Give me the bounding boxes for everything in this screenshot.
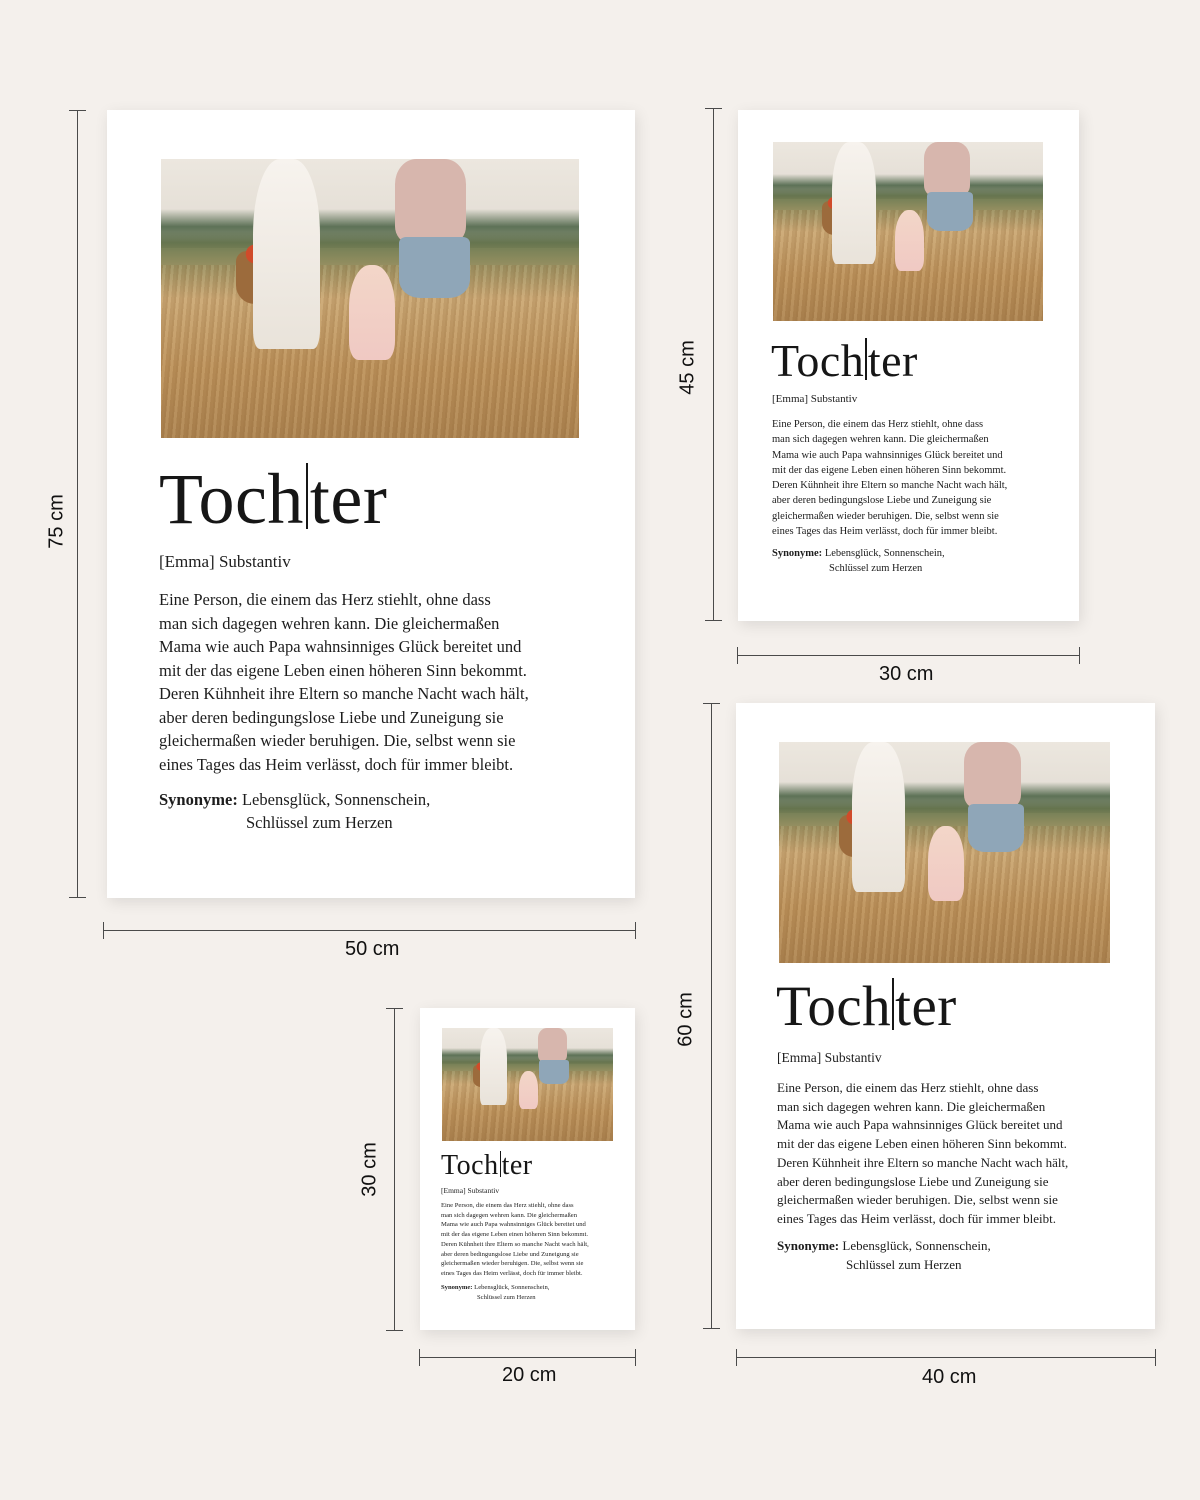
title-separator (865, 338, 867, 380)
width-line-40 (736, 1357, 1156, 1358)
width-label-50: 50 cm (345, 938, 400, 960)
poster-title: Toch ter (441, 1150, 533, 1181)
poster-subtitle: [Emma] Substantiv (159, 552, 291, 571)
poster-definition: Eine Person, die einem das Herz stiehlt, ohne dass man sich dagegen wehren kann. Die gleichermaßen Mama wie auch Papa wahnsinniges Glück bereitet und mit der das eigene Leben einen höheren Sinn bekommt. Deren Kühnheit ihre Eltern so manche Nacht wach hält, aber deren bedingungslose Liebe und Zuneigung sie gleichermaßen wieder beruhigen. Die, selbst wenn sie eines Tages das Heim verlässt, doch für immer bleibt. (777, 1080, 1069, 1226)
height-label-60: 60 cm (674, 992, 697, 1047)
poster-synonyms: Synonyme: Lebensglück, Sonnenschein, Schlüssel zum Herzen (159, 790, 431, 832)
poster-synonyms: Synonyme: Lebensglück, Sonnenschein, Schlüssel zum Herzen (777, 1238, 991, 1272)
title-left: Toch (159, 459, 304, 539)
height-label-30: 30 cm (358, 1142, 381, 1197)
poster-60x40 (736, 703, 1155, 1329)
poster-definition: Eine Person, die einem das Herz stiehlt, ohne dass man sich dagegen wehren kann. Die gleichermaßen Mama wie auch Papa wahnsinniges Glück bereitet und mit der das eigene Leben einen höheren Sinn bekommt. Deren Kühnheit ihre Eltern so manche Nacht wach hält, aber deren bedingungslose Liebe und Zuneigung sie gleichermaßen wieder beruhigen. Die, selbst wenn sie eines Tages das Heim verlässt, doch für immer bleibt. (772, 419, 1008, 538)
height-label-45: 45 cm (676, 340, 699, 395)
synonyms-label: Synonyme: (159, 790, 238, 809)
poster-title (159, 458, 387, 541)
width-label-30: 30 cm (879, 663, 934, 685)
title-separator (306, 463, 308, 529)
poster-30x20 (420, 1008, 635, 1330)
title-separator (892, 978, 894, 1030)
width-line-20 (419, 1357, 636, 1358)
poster-synonyms: Synonyme: Lebensglück, Sonnenschein, Schlüssel zum Herzen (772, 548, 945, 574)
family-photo (779, 742, 1110, 963)
poster-title: Tochter (776, 975, 957, 1038)
height-line-75 (77, 110, 78, 897)
width-line-30 (737, 655, 1080, 656)
family-photo (161, 159, 579, 438)
title-separator (500, 1151, 501, 1177)
poster-75x50 (107, 110, 635, 898)
width-line-50 (103, 930, 635, 931)
poster-title: Tochter (771, 335, 918, 386)
poster-subtitle: [Emma] Substantiv (777, 1050, 882, 1065)
height-line-45 (713, 108, 714, 620)
title-right: ter (309, 459, 388, 539)
poster-subtitle: [Emma] Substantiv (772, 393, 858, 405)
poster-45x30 (738, 110, 1079, 621)
family-photo (773, 142, 1043, 321)
poster-subtitle: [Emma] Substantiv (441, 1186, 500, 1195)
width-label-40: 40 cm (922, 1366, 977, 1388)
family-photo (442, 1028, 613, 1141)
poster-synonyms: Synonyme: Lebensglück, Sonnenschein, Schlüssel zum Herzen (441, 1284, 550, 1301)
height-line-30 (394, 1008, 395, 1330)
poster-definition: Eine Person, die einem das Herz stiehlt, ohne dass man sich dagegen wehren kann. Die gleichermaßen Mama wie auch Papa wahnsinniges Glück bereitet und mit der das eigene Leben einen höheren Sinn bekommt. Deren Kühnheit ihre Eltern so manche Nacht wach hält, aber deren bedingungslose Liebe und Zuneigung sie gleichermaßen wieder beruhigen. Die, selbst wenn sie eines Tages das Heim verlässt, doch für immer bleibt. (159, 590, 529, 774)
poster-definition: Eine Person, die einem das Herz stiehlt, ohne dass man sich dagegen wehren kann. Die gleichermaßen Mama wie auch Papa wahnsinniges Glück bereitet und mit der das eigene Leben einen höheren Sinn bekommt. Deren Kühnheit ihre Eltern so manche Nacht wach hält, aber deren bedingungslose Liebe und Zuneigung sie gleichermaßen wieder beruhigen. Die, selbst wenn sie eines Tages das Heim verlässt, doch für immer bleibt. (441, 1202, 589, 1277)
width-label-20: 20 cm (502, 1364, 557, 1386)
height-label-75: 75 cm (45, 494, 68, 549)
height-line-60 (711, 703, 712, 1328)
